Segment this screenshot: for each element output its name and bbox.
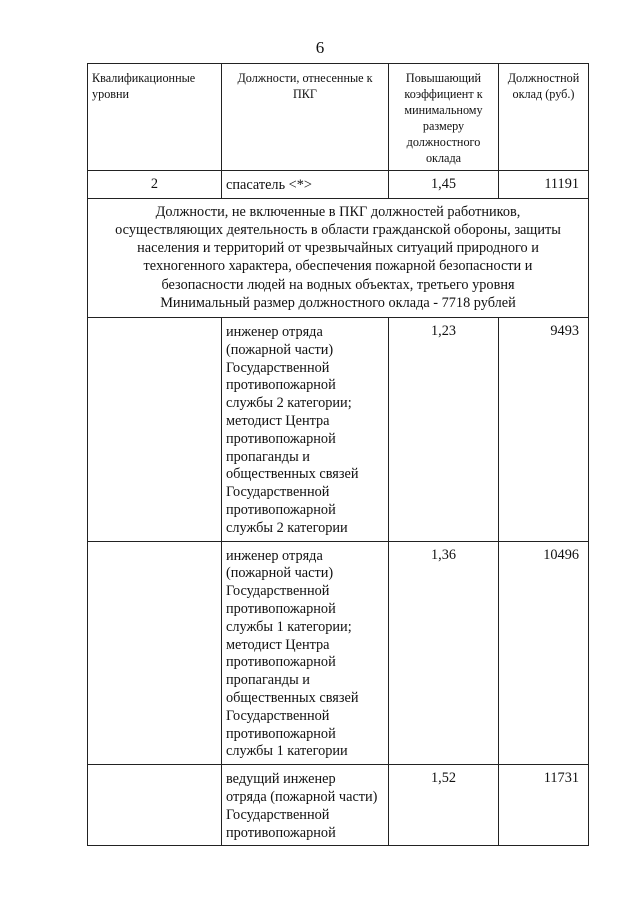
position-line: противопожарной xyxy=(226,600,336,617)
header-line: Должностной xyxy=(507,71,580,85)
position-line: противопожарной xyxy=(226,725,336,742)
position-line: противопожарной xyxy=(226,377,336,394)
position-line: (пожарной части) xyxy=(226,341,334,358)
position-cell xyxy=(222,765,389,846)
header-line: оклада xyxy=(425,151,462,165)
position-line: Государственной xyxy=(226,583,330,600)
qualification-level-cell xyxy=(88,765,222,846)
position-line: Государственной xyxy=(226,484,330,501)
section-line: Должности, не включенные в ПКГ должностей работников, xyxy=(155,203,521,220)
position-line: противопожарной xyxy=(226,824,336,841)
header-positions xyxy=(222,64,389,171)
position-line: методист Центра xyxy=(226,413,330,429)
position-line: спасатель <*> xyxy=(226,177,312,193)
position-line: службы 2 категории; xyxy=(226,395,352,412)
salary-table xyxy=(87,63,589,846)
position-line: общественных связей xyxy=(226,466,359,483)
header-line: минимальному xyxy=(404,103,483,117)
position-line: Государственной xyxy=(226,359,330,376)
coefficient-cell: 1,23 xyxy=(389,318,499,542)
position-line: отряда (пожарной части) xyxy=(226,788,378,805)
position-line: противопожарной xyxy=(226,654,336,671)
position-line: Государственной xyxy=(226,806,330,823)
position-line: противопожарной xyxy=(226,430,336,447)
coefficient-cell: 1,45 xyxy=(389,171,499,199)
position-line: службы 1 категории xyxy=(226,743,348,760)
position-line: инженер отряда xyxy=(226,547,323,564)
position-line: инженер отряда xyxy=(226,324,323,341)
coefficient-cell: 1,36 xyxy=(389,541,499,765)
page-number: 6 xyxy=(315,38,325,57)
position-line: методист Центра xyxy=(226,636,330,653)
table-header-row xyxy=(88,64,589,171)
section-line: Минимальный размер должностного оклада - 7718 рублей xyxy=(160,294,516,311)
position-line: Государственной xyxy=(226,707,330,724)
qualification-level-cell: 2 xyxy=(88,171,222,199)
header-line: коэффициент к xyxy=(404,87,483,101)
section-line: техногенного характера, обеспечения пожарной безопасности и xyxy=(143,258,533,275)
salary-cell: 11731 xyxy=(499,765,589,846)
position-cell xyxy=(222,171,389,199)
section-line: осуществляющих деятельность в области гражданской обороны, защиты xyxy=(115,222,561,238)
position-line: пропаганды и xyxy=(226,672,310,689)
header-line: Квалификационные xyxy=(92,71,196,85)
qualification-level-cell xyxy=(88,318,222,542)
salary-cell: 11191 xyxy=(499,171,589,199)
position-cell xyxy=(222,541,389,765)
section-heading xyxy=(88,198,589,317)
table-row xyxy=(88,541,589,765)
section-line: населения и территорий от чрезвычайных ситуаций природного и xyxy=(137,240,539,257)
position-line: общественных связей xyxy=(226,689,359,706)
salary-cell: 9493 xyxy=(499,318,589,542)
table-row xyxy=(88,171,589,199)
header-line: должностного xyxy=(406,135,481,149)
section-row xyxy=(88,198,589,317)
table-row xyxy=(88,765,589,846)
position-cell xyxy=(222,318,389,542)
header-line: Должности, отнесенные к xyxy=(237,71,373,85)
table-row xyxy=(88,318,589,542)
header-line: Повышающий xyxy=(405,71,482,85)
qualification-level-cell xyxy=(88,541,222,765)
header-line: уровни xyxy=(92,87,130,101)
header-line: ПКГ xyxy=(293,87,317,101)
position-line: ведущий инженер xyxy=(226,771,336,788)
header-salary xyxy=(499,64,589,171)
position-line: (пожарной части) xyxy=(226,565,334,582)
position-line: службы 2 категории xyxy=(226,519,348,536)
header-coefficient xyxy=(389,64,499,171)
position-line: пропаганды и xyxy=(226,448,310,465)
header-line: оклад (руб.) xyxy=(512,87,575,101)
section-line: безопасности людей на водных объектах, третьего уровня xyxy=(161,276,515,293)
coefficient-cell: 1,52 xyxy=(389,765,499,846)
salary-cell: 10496 xyxy=(499,541,589,765)
header-line: размеру xyxy=(422,119,465,133)
position-line: службы 1 категории; xyxy=(226,618,352,635)
position-line: противопожарной xyxy=(226,501,336,518)
header-qualification-levels xyxy=(88,64,222,171)
